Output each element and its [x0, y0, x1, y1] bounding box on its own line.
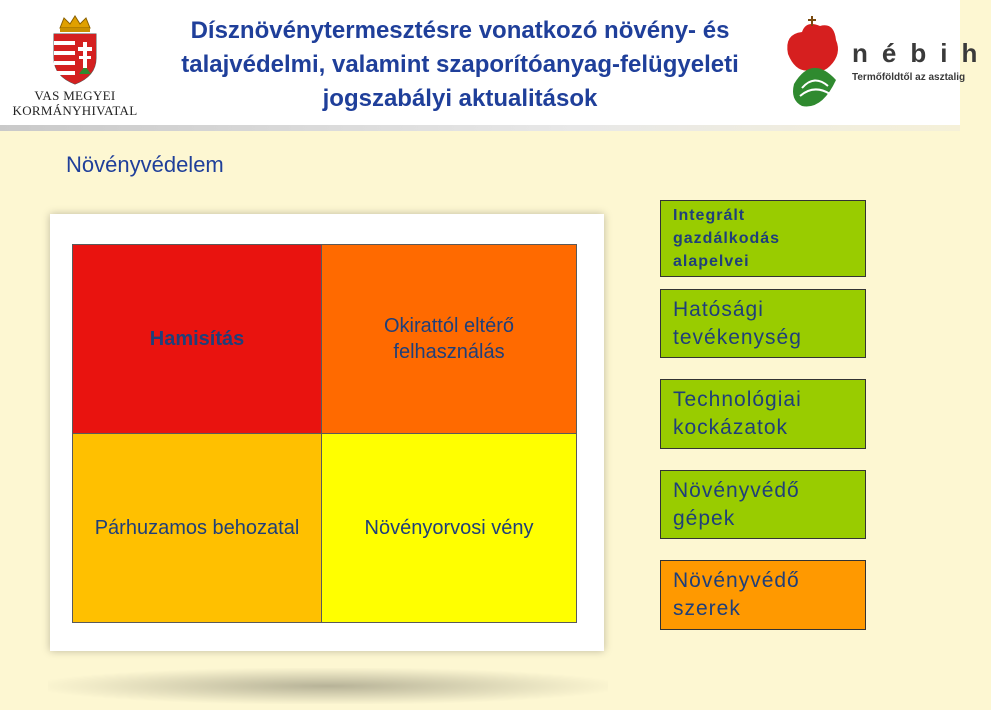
title-line: talajvédelmi, valamint szaporítóanyag-felügyeleti	[181, 51, 739, 78]
side-box-novenyvedo-gepek: Növényvédő gépek	[660, 470, 866, 539]
side-box-novenyvedo-szerek: Növényvédő szerek	[660, 560, 866, 630]
matrix-cell-novenyorvosi-veny: Növényorvosi vény	[321, 433, 577, 623]
page-title	[140, 14, 780, 116]
coat-of-arms-icon	[44, 14, 106, 86]
org-right-tagline: Termőföldtől az asztalig	[852, 72, 966, 83]
side-box-hatosagi-tevekenyseg: Hatósági tevékenység	[660, 289, 866, 358]
side-box-technologiai-kockazatok: Technológiai kockázatok	[660, 379, 866, 449]
matrix-panel	[50, 214, 604, 651]
org-right-name: nébih	[852, 38, 991, 68]
org-left-line: VAS MEGYEI	[34, 88, 116, 103]
header-divider	[0, 125, 960, 131]
nebih-logo-icon	[782, 14, 842, 114]
matrix-cell-parhuzamos-behozatal: Párhuzamos behozatal	[72, 433, 322, 623]
panel-shadow	[48, 668, 608, 704]
section-title: Növényvédelem	[66, 152, 224, 177]
matrix-cell-hamisitas: Hamisítás	[72, 244, 322, 434]
header	[0, 0, 991, 125]
org-left-line: KORMÁNYHIVATAL	[12, 103, 138, 118]
side-box-integralt-gazdalkodas: Integrált gazdálkodás alapelvei	[660, 200, 866, 277]
matrix-cell-okirattol-elteru: Okirattól eltérő felhasználás	[321, 244, 577, 434]
org-left-name	[10, 88, 140, 118]
title-line: jogszabályi aktualitások	[322, 85, 598, 112]
title-line: Dísznövénytermesztésre vonatkozó növény- és	[190, 17, 730, 44]
